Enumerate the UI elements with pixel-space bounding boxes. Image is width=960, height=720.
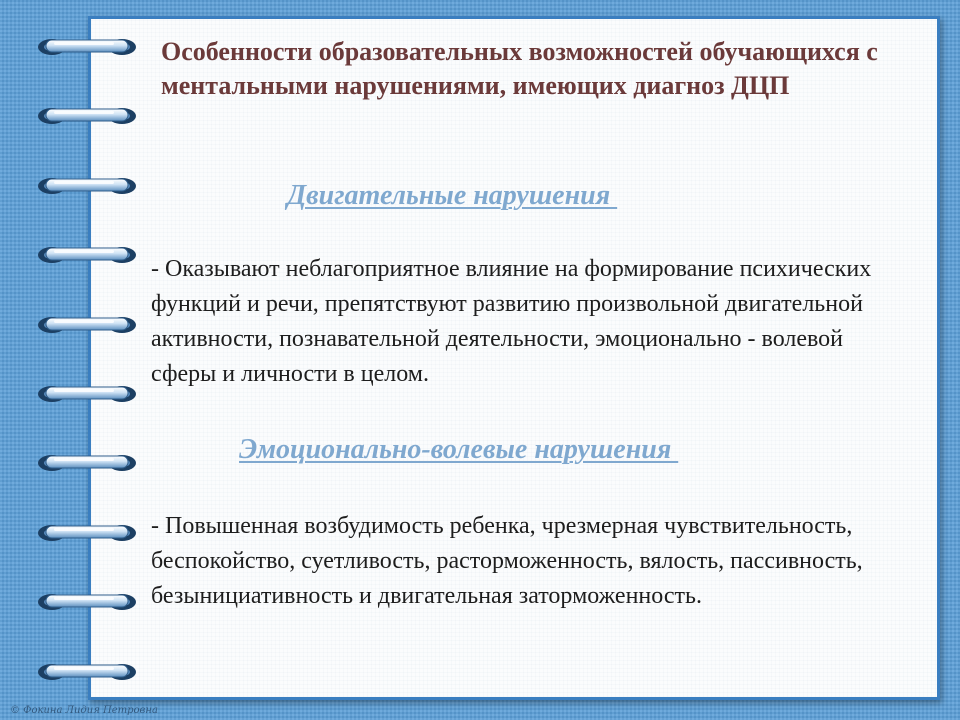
slide-title: Особенности образовательных возможностей обучающихся с ментальными нарушениями, имеющих диагноз ДЦП (161, 37, 878, 100)
spiral-binding-ring-icon (36, 384, 138, 404)
notebook-page (88, 16, 940, 700)
section-text-emotional: - Повышенная возбудимость ребенка, чрезмерная чувствительность, беспокойство, суетливость, расторможенность, вялость, пассивность, безынициативность и двигательная заторможенность. (151, 513, 863, 609)
section-heading-emotional: Эмоционально-волевые нарушения (239, 434, 679, 465)
spiral-binding-ring-icon (36, 523, 138, 543)
author-signature: © Фокина Лидия Петровна (10, 705, 158, 716)
spiral-binding-ring-icon (36, 453, 138, 473)
spiral-binding-ring-icon (36, 106, 138, 126)
spiral-binding-ring-icon (36, 592, 138, 612)
spiral-binding-ring-icon (36, 315, 138, 335)
spiral-binding-ring-icon (36, 176, 138, 196)
spiral-binding-ring-icon (36, 245, 138, 265)
spiral-binding-ring-icon (36, 37, 138, 57)
section-heading-motor: Двигательные нарушения (287, 180, 618, 211)
spiral-binding-ring-icon (36, 662, 138, 682)
section-text-motor: - Оказывают неблагоприятное влияние на формирование психических функций и речи, препятствуют развитию произвольной двигательной активности, познавательной деятельности, эмоционально - волевой сферы и личности в целом. (151, 256, 872, 387)
spiral-binding (0, 0, 160, 720)
